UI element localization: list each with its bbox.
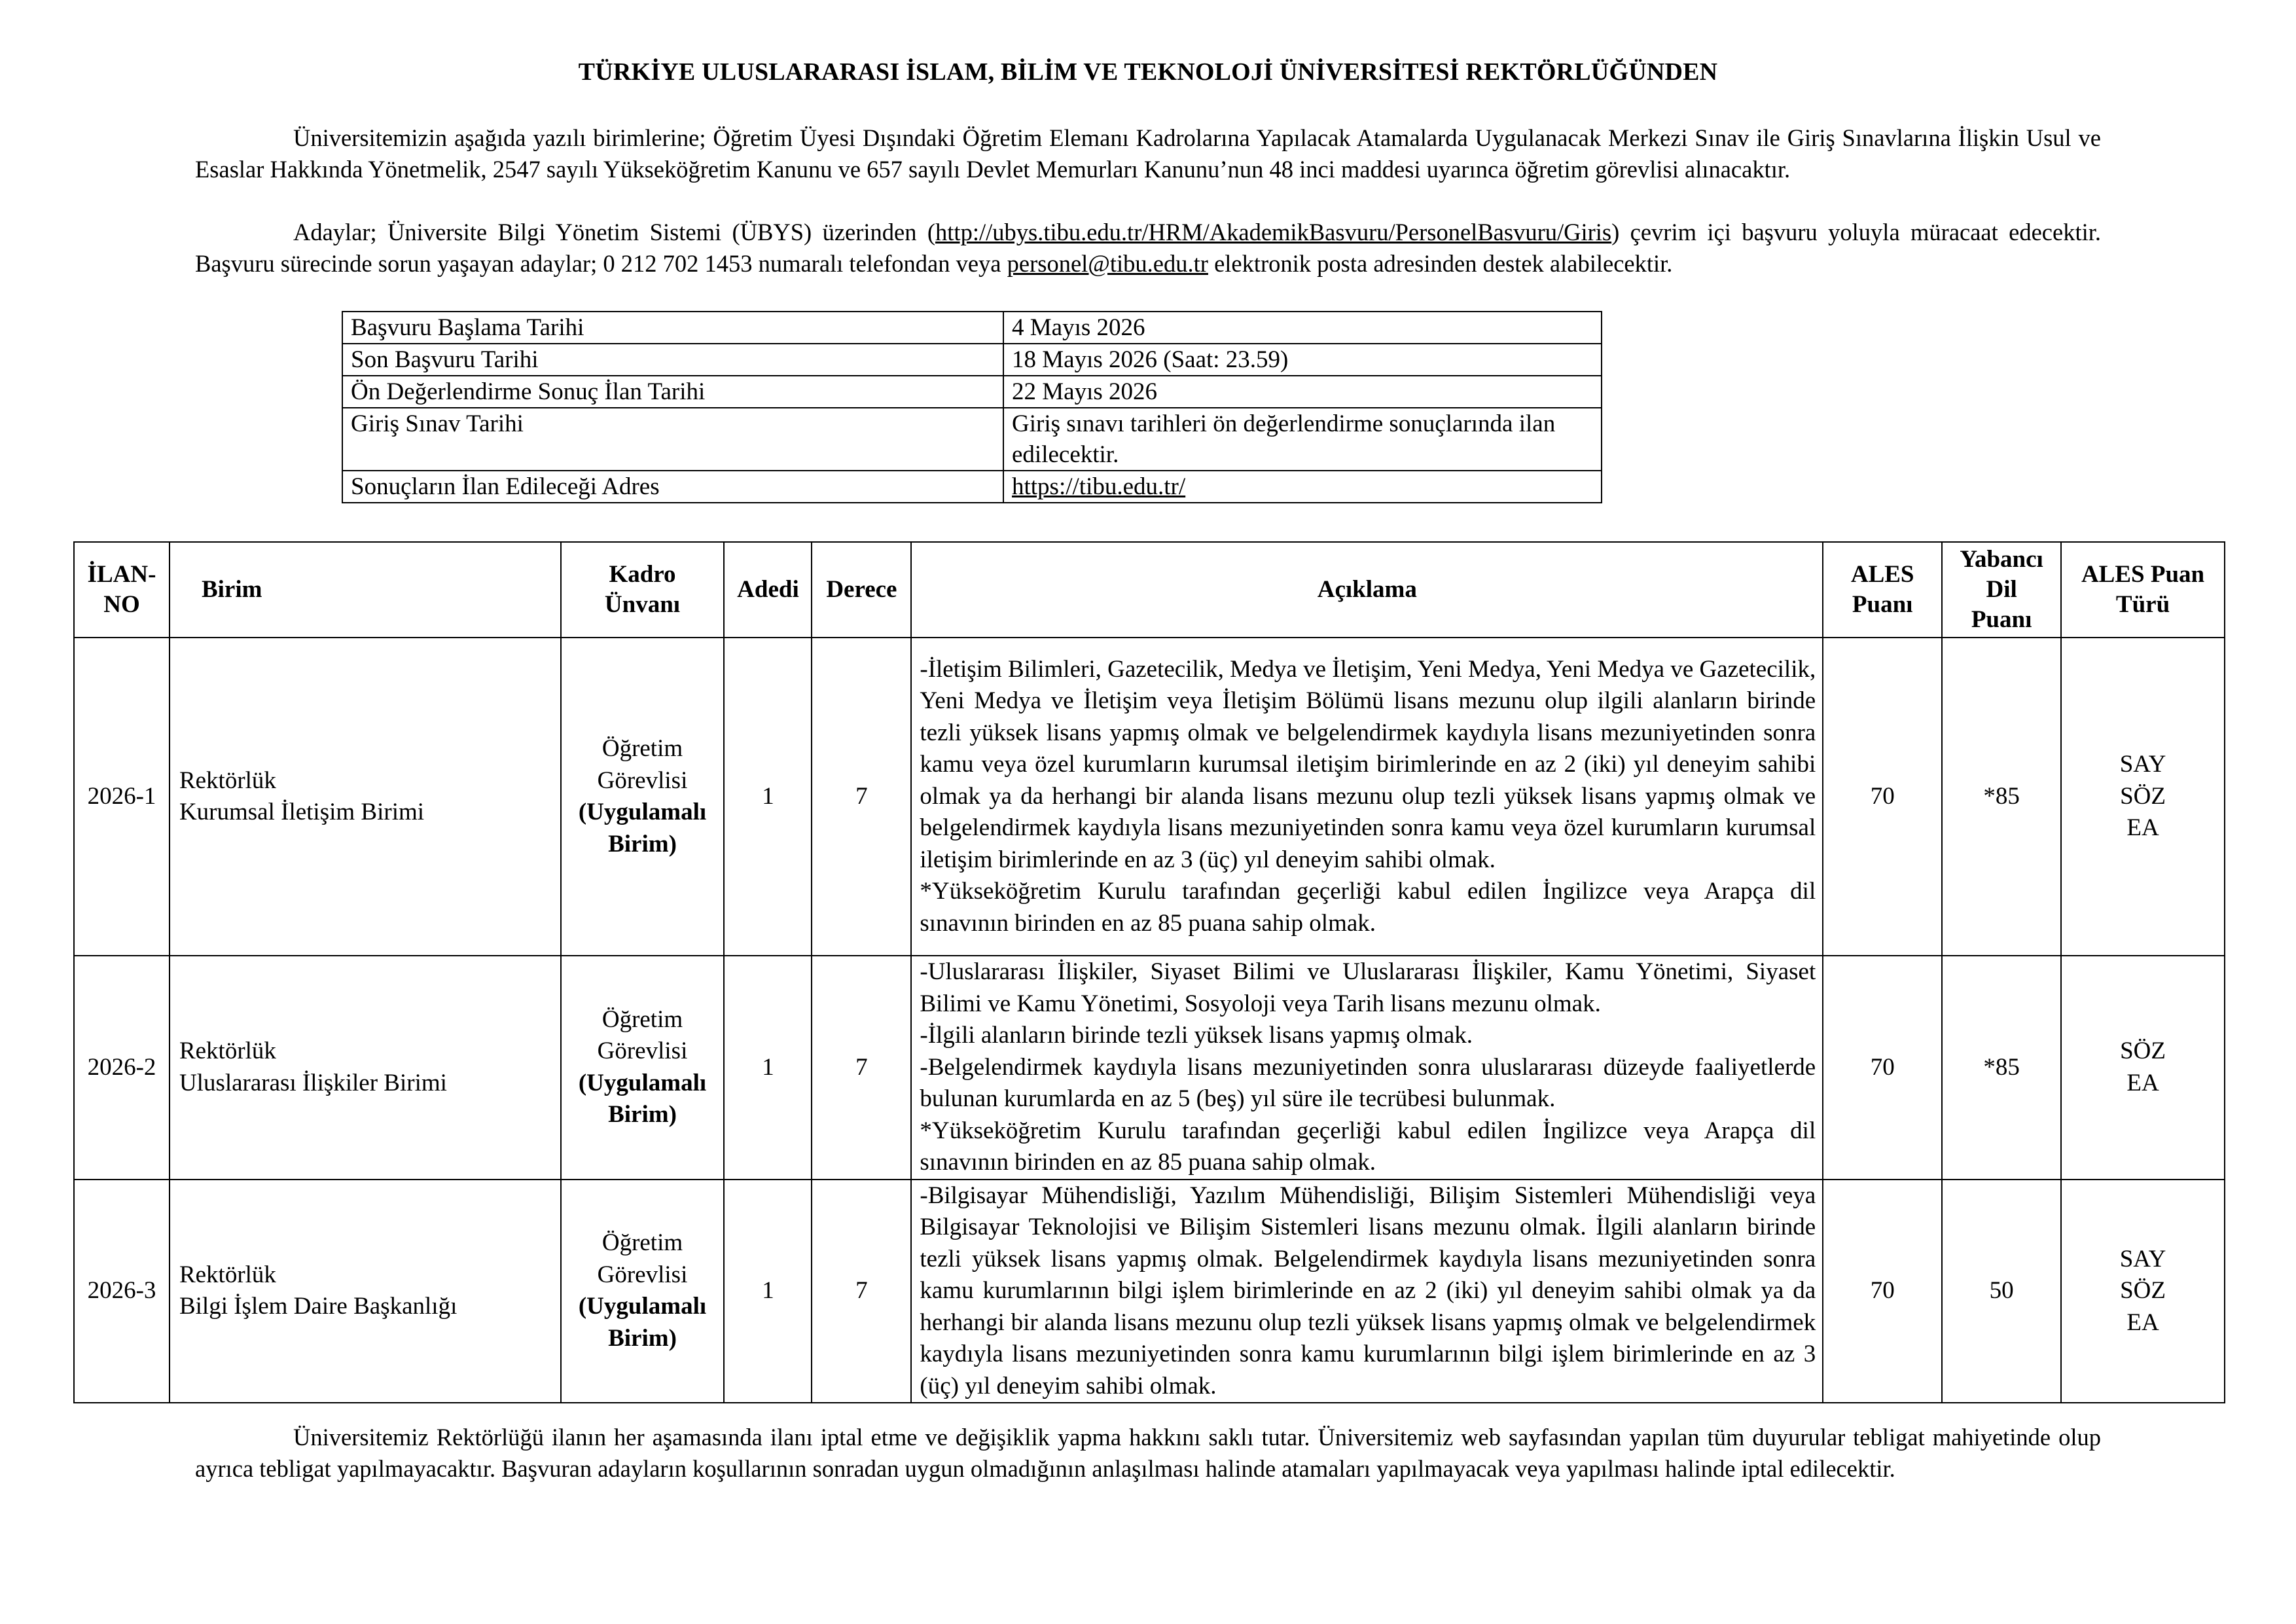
- date-label: Başvuru Başlama Tarihi: [342, 312, 1003, 344]
- date-label: Son Başvuru Tarihi: [342, 344, 1003, 376]
- kadro-unvani-cell: Öğretim Görevlisi (Uygulamalı Birim): [561, 1180, 725, 1403]
- date-value: Giriş sınavı tarihleri ön değerlendirme sonuçlarında ilan edilecektir.: [1003, 408, 1602, 471]
- dates-row: [342, 344, 1602, 376]
- email-link[interactable]: personel@tibu.edu.tr: [1007, 250, 1208, 277]
- aciklama-cell: -Uluslararası İlişkiler, Siyaset Bilimi ve Uluslararası İlişkiler, Kamu Yönetimi, Siyaset Bilimi ve Kamu Yönetimi, Sosyoloji veya Tarih lisans mezunu olmak. -İlgili alanların birinde tezli yüksek lisans yapmış olmak. -Belgelendirmek kaydıyla lisans mezuniyetinden sonra uluslararası düzeyde faaliyetlerde bulunan kurumlarda en az 5 (beş) yıl süre ile tecrübesi bulunmak. *Yükseköğretim Kurulu tarafından geçerliği kabul edilen İngilizce veya Arapça dil sınavının birinden en az 85 puana sahip olmak.: [911, 956, 1823, 1180]
- table-row: [74, 1180, 2225, 1403]
- aciklama-cell: -Bilgisayar Mühendisliği, Yazılım Mühendisliği, Bilişim Sistemleri Mühendisliği veya Bilgisayar Teknolojisi ve Bilişim Sistemleri lisans mezunu olmak. İlgili alanların birinde tezli yüksek lisans yapmış olmak. Belgelendirmek kaydıyla lisans mezuniyetinden sonra kamu kurumlarının bilgi işlem birimlerinde en az 2 (iki) yıl deneyim sahibi olmak ya da herhangi bir alanda lisans mezunu olup tezli yüksek lisans yapmış olmak ve belgelendirmek kaydıyla lisans mezuniyetinden sonra kamu kurumlarının bilgi işlem birimlerinde en az 3 (üç) yıl deneyim sahibi olmak.: [911, 1180, 1823, 1403]
- adedi-cell: 1: [724, 1180, 812, 1403]
- date-label: Ön Değerlendirme Sonuç İlan Tarihi: [342, 376, 1003, 408]
- table-row: [74, 956, 2225, 1180]
- date-label: Sonuçların İlan Edileceği Adres: [342, 471, 1003, 503]
- intro-text-2b: ) çevrim içi başvuru yoluyla müracaat edecektir. Başvuru sürecinde sorun yaşayan adaylar; 0 212 702 1453 numaralı telefondan veya: [195, 219, 2101, 277]
- header-aciklama: Açıklama: [911, 542, 1823, 638]
- date-value: [1003, 471, 1602, 503]
- kadro-unvani-cell: Öğretim Görevlisi (Uygulamalı Birim): [561, 638, 725, 956]
- aciklama-cell: -İletişim Bilimleri, Gazetecilik, Medya ve İletişim, Yeni Medya, Yeni Medya ve Gazetecilik, Yeni Medya ve İletişim veya İletişim Bölümü lisans mezunu olup ilgili alanların birinde tezli yüksek lisans yapmış olmak ve belgelendirmek kaydıyla lisans mezuniyetinden sonra kamu veya özel kurumların kurumsal iletişim birimlerinde en az 2 (iki) yıl deneyim sahibi olmak ya da herhangi bir alanda lisans mezunu olup tezli yüksek lisans yapmış olmak ve belgelendirmek kaydıyla lisans mezuniyetinden sonra kamu veya özel kurumların kurumsal iletişim birimlerinde en az 3 (üç) yıl deneyim sahibi olmak. *Yükseköğretim Kurulu tarafından geçerliği kabul edilen İngilizce veya Arapça dil sınavının birinden en az 85 puana sahip olmak.: [911, 638, 1823, 956]
- closing-paragraph: [195, 1422, 2101, 1485]
- date-label: Giriş Sınav Tarihi: [342, 408, 1003, 471]
- date-value: 22 Mayıs 2026: [1003, 376, 1602, 408]
- birim-cell: Rektörlük Uluslararası İlişkiler Birimi: [170, 956, 561, 1180]
- header-ales-puani: ALES Puanı: [1823, 542, 1942, 638]
- derece-cell: 7: [812, 1180, 911, 1403]
- ilan-no-cell: 2026-1: [74, 638, 170, 956]
- header-adedi: Adedi: [724, 542, 812, 638]
- intro-text-2c: elektronik posta adresinden destek alabilecektir.: [1208, 250, 1673, 277]
- adedi-cell: 1: [724, 638, 812, 956]
- header-row: [74, 542, 2225, 638]
- ilan-no-cell: 2026-3: [74, 1180, 170, 1403]
- ilan-no-cell: 2026-2: [74, 956, 170, 1180]
- kadro-unvani-cell: Öğretim Görevlisi (Uygulamalı Birim): [561, 956, 725, 1180]
- dates-row: [342, 312, 1602, 344]
- birim-cell: Rektörlük Bilgi İşlem Daire Başkanlığı: [170, 1180, 561, 1403]
- date-value: 4 Mayıs 2026: [1003, 312, 1602, 344]
- yabanci-dil-puani-cell: *85: [1942, 956, 2061, 1180]
- ubys-link[interactable]: http://ubys.tibu.edu.tr/HRM/AkademikBasvuru/PersonelBasvuru/Giris: [935, 219, 1612, 245]
- yabanci-dil-puani-cell: *85: [1942, 638, 2061, 956]
- header-ales-puan-turu: ALES Puan Türü: [2061, 542, 2225, 638]
- ales-puani-cell: 70: [1823, 1180, 1942, 1403]
- closing-text: Üniversitemiz Rektörlüğü ilanın her aşamasında ilanı iptal etme ve değişiklik yapma hakkını saklı tutar. Üniversitemiz web sayfasından yapılan tüm duyurular tebligat mahiyetinde olup ayrıca tebligat yapılmayacaktır. Başvuran adayların koşullarının sonradan uygun olmadığının anlaşılması halinde atamaları yapılmayacak veya yapılması halinde iptal edilecektir.: [195, 1424, 2101, 1482]
- intro-paragraph-2: [195, 217, 2101, 280]
- ales-puan-turu-cell: SÖZ EA: [2061, 956, 2225, 1180]
- yabanci-dil-puani-cell: 50: [1942, 1180, 2061, 1403]
- ales-puani-cell: 70: [1823, 638, 1942, 956]
- ales-puan-turu-cell: SAY SÖZ EA: [2061, 1180, 2225, 1403]
- dates-row: [342, 376, 1602, 408]
- header-birim: Birim: [170, 542, 561, 638]
- table-row: [74, 638, 2225, 956]
- intro-text-2a: Adaylar; Üniversite Bilgi Yönetim Sistemi (ÜBYS) üzerinden (: [293, 219, 936, 245]
- header-kadro-unvani: Kadro Ünvanı: [561, 542, 725, 638]
- header-yabanci-dil-puani: Yabancı Dil Puanı: [1942, 542, 2061, 638]
- intro-text-1: Üniversitemizin aşağıda yazılı birimlerine; Öğretim Üyesi Dışındaki Öğretim Elemanı Kadrolarına Yapılacak Atamalarda Uygulanacak Merkezi Sınav ile Giriş Sınavlarına İlişkin Usul ve Esaslar Hakkında Yönetmelik, 2547 sayılı Yükseköğretim Kanunu ve 657 sayılı Devlet Memurları Kanunu’nun 48 inci maddesi uyarınca öğretim görevlisi alınacaktır.: [195, 124, 2101, 183]
- derece-cell: 7: [812, 956, 911, 1180]
- dates-row: [342, 471, 1602, 503]
- derece-cell: 7: [812, 638, 911, 956]
- date-value: 18 Mayıs 2026 (Saat: 23.59): [1003, 344, 1602, 376]
- birim-cell: Rektörlük Kurumsal İletişim Birimi: [170, 638, 561, 956]
- results-address-link[interactable]: https://tibu.edu.tr/: [1012, 473, 1186, 500]
- adedi-cell: 1: [724, 956, 812, 1180]
- positions-table: [73, 541, 2225, 1403]
- header-derece: Derece: [812, 542, 911, 638]
- dates-table: [342, 311, 1602, 503]
- dates-row: [342, 408, 1602, 471]
- header-ilan-no: İLAN- NO: [74, 542, 170, 638]
- intro-paragraph-1: [195, 122, 2101, 185]
- document-title: TÜRKİYE ULUSLARARASI İSLAM, BİLİM VE TEKNOLOJİ ÜNİVERSİTESİ REKTÖRLÜĞÜNDEN: [578, 58, 1718, 86]
- ales-puani-cell: 70: [1823, 956, 1942, 1180]
- ales-puan-turu-cell: SAY SÖZ EA: [2061, 638, 2225, 956]
